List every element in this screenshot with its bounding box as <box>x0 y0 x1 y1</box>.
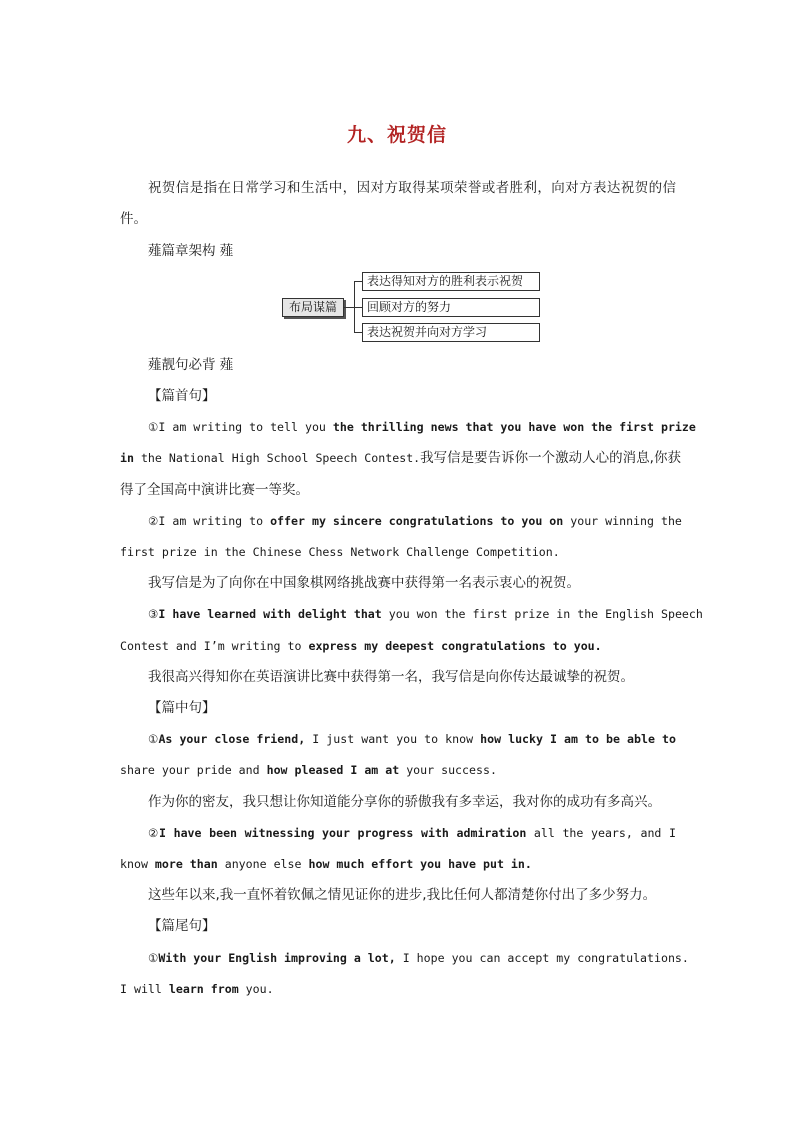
bold-phrase: how lucky I am to be able to <box>480 732 676 746</box>
opening-sentence-1-line-1 <box>148 417 696 437</box>
diagram-item: 回顾对方的努力 <box>362 298 540 317</box>
plain-text: ②I am writing to <box>148 514 271 528</box>
ending-sentence-1-line-2 <box>120 979 676 999</box>
diagram-branch <box>354 281 362 282</box>
page-title: 九、祝贺信 <box>346 124 447 146</box>
diagram-item: 表达得知对方的胜利表示祝贺 <box>362 272 540 291</box>
plain-text: the National High School Speech Contest. <box>133 451 421 465</box>
plain-text: ② <box>148 826 160 840</box>
plain-text: share your pride and <box>120 763 267 777</box>
plain-text: ③ <box>148 607 159 621</box>
plain-text: ① <box>148 951 159 965</box>
plain-text: all the years, and I <box>526 826 676 840</box>
opening-sentence-1-line-3: 得了全国高中演讲比赛一等奖。 <box>120 482 309 498</box>
diagram-item: 表达祝贺并向对方学习 <box>362 323 540 342</box>
chinese-translation: 我写信是要告诉你一个激动人心的消息,你获 <box>420 450 681 466</box>
opening-sentence-3-translation: 我很高兴得知你在英语演讲比赛中获得第一名，我写信是向你传达最诚挚的祝贺。 <box>148 669 634 685</box>
plain-text: know <box>120 857 155 871</box>
intro-line-1: 祝贺信是指在日常学习和生活中，因对方取得某项荣誉或者胜利，向对方表达祝贺的信 <box>148 180 676 196</box>
section-heading-sentences: 薤靓句必背 薤 <box>148 357 234 373</box>
bold-phrase: As your close friend, <box>158 732 306 746</box>
plain-text: anyone else <box>217 857 309 871</box>
section-heading-structure: 薤篇章架构 薤 <box>148 243 234 259</box>
ending-sentence-1-line-1 <box>148 948 689 968</box>
intro-line-2: 件。 <box>120 211 147 227</box>
diagram-branch <box>354 332 362 333</box>
opening-sentence-2-translation: 我写信是为了向你在中国象棋网络挑战赛中获得第一名表示衷心的祝贺。 <box>148 575 580 591</box>
middle-sentence-2-line-2 <box>120 854 676 874</box>
heading-ending: 【篇尾句】 <box>148 918 216 934</box>
plain-text: I just want you to know <box>305 732 481 746</box>
bold-phrase: I have been witnessing your progress with admiration <box>159 826 527 840</box>
diagram-connector <box>344 307 354 308</box>
opening-sentence-3-line-1 <box>148 604 703 624</box>
middle-sentence-1-line-1 <box>148 729 676 749</box>
bold-phrase: how much effort you have put in. <box>308 857 532 871</box>
bold-phrase: learn from <box>168 982 239 996</box>
plain-text: ① <box>148 732 159 746</box>
heading-middle: 【篇中句】 <box>148 700 216 716</box>
opening-sentence-2-line-1 <box>148 511 682 531</box>
middle-sentence-2-translation: 这些年以来,我一直怀着钦佩之情见证你的进步,我比任何人都清楚你付出了多少努力。 <box>148 887 657 903</box>
bold-phrase: more than <box>154 857 218 871</box>
diagram-root-box: 布局谋篇 <box>282 298 344 317</box>
plain-text: you. <box>238 982 274 996</box>
middle-sentence-2-line-1 <box>148 823 676 843</box>
plain-text: I hope you can accept my congratulations. <box>395 951 689 965</box>
opening-sentence-3-line-2 <box>120 636 676 656</box>
plain-text: Contest and I’m writing to <box>120 639 309 653</box>
bold-phrase: With your English improving a lot, <box>158 951 396 965</box>
opening-sentence-2-line-2: first prize in the Chinese Chess Network Challenge Competition. <box>120 545 560 559</box>
heading-opening: 【篇首句】 <box>148 388 216 404</box>
bold-phrase: how pleased I am at <box>266 763 400 777</box>
bold-phrase: I have learned with delight that <box>158 607 382 621</box>
bold-phrase: the thrilling news that you have won the first prize <box>332 420 696 434</box>
diagram-branch <box>354 307 362 308</box>
plain-text: I will <box>120 982 169 996</box>
middle-sentence-1-line-2 <box>120 760 676 780</box>
plain-text: your success. <box>399 763 497 777</box>
plain-text: you won the first prize in the English Speech <box>381 607 703 621</box>
bold-phrase: express my deepest congratulations to you. <box>308 639 602 653</box>
plain-text: your winning the <box>563 514 682 528</box>
opening-sentence-1-line-2 <box>120 448 681 468</box>
bold-phrase: in <box>120 451 134 465</box>
bold-phrase: offer my sincere congratulations to you on <box>270 514 564 528</box>
middle-sentence-1-translation: 作为你的密友，我只想让你知道能分享你的骄傲我有多幸运，我对你的成功有多高兴。 <box>148 794 661 810</box>
plain-text: ①I am writing to tell you <box>148 420 333 434</box>
